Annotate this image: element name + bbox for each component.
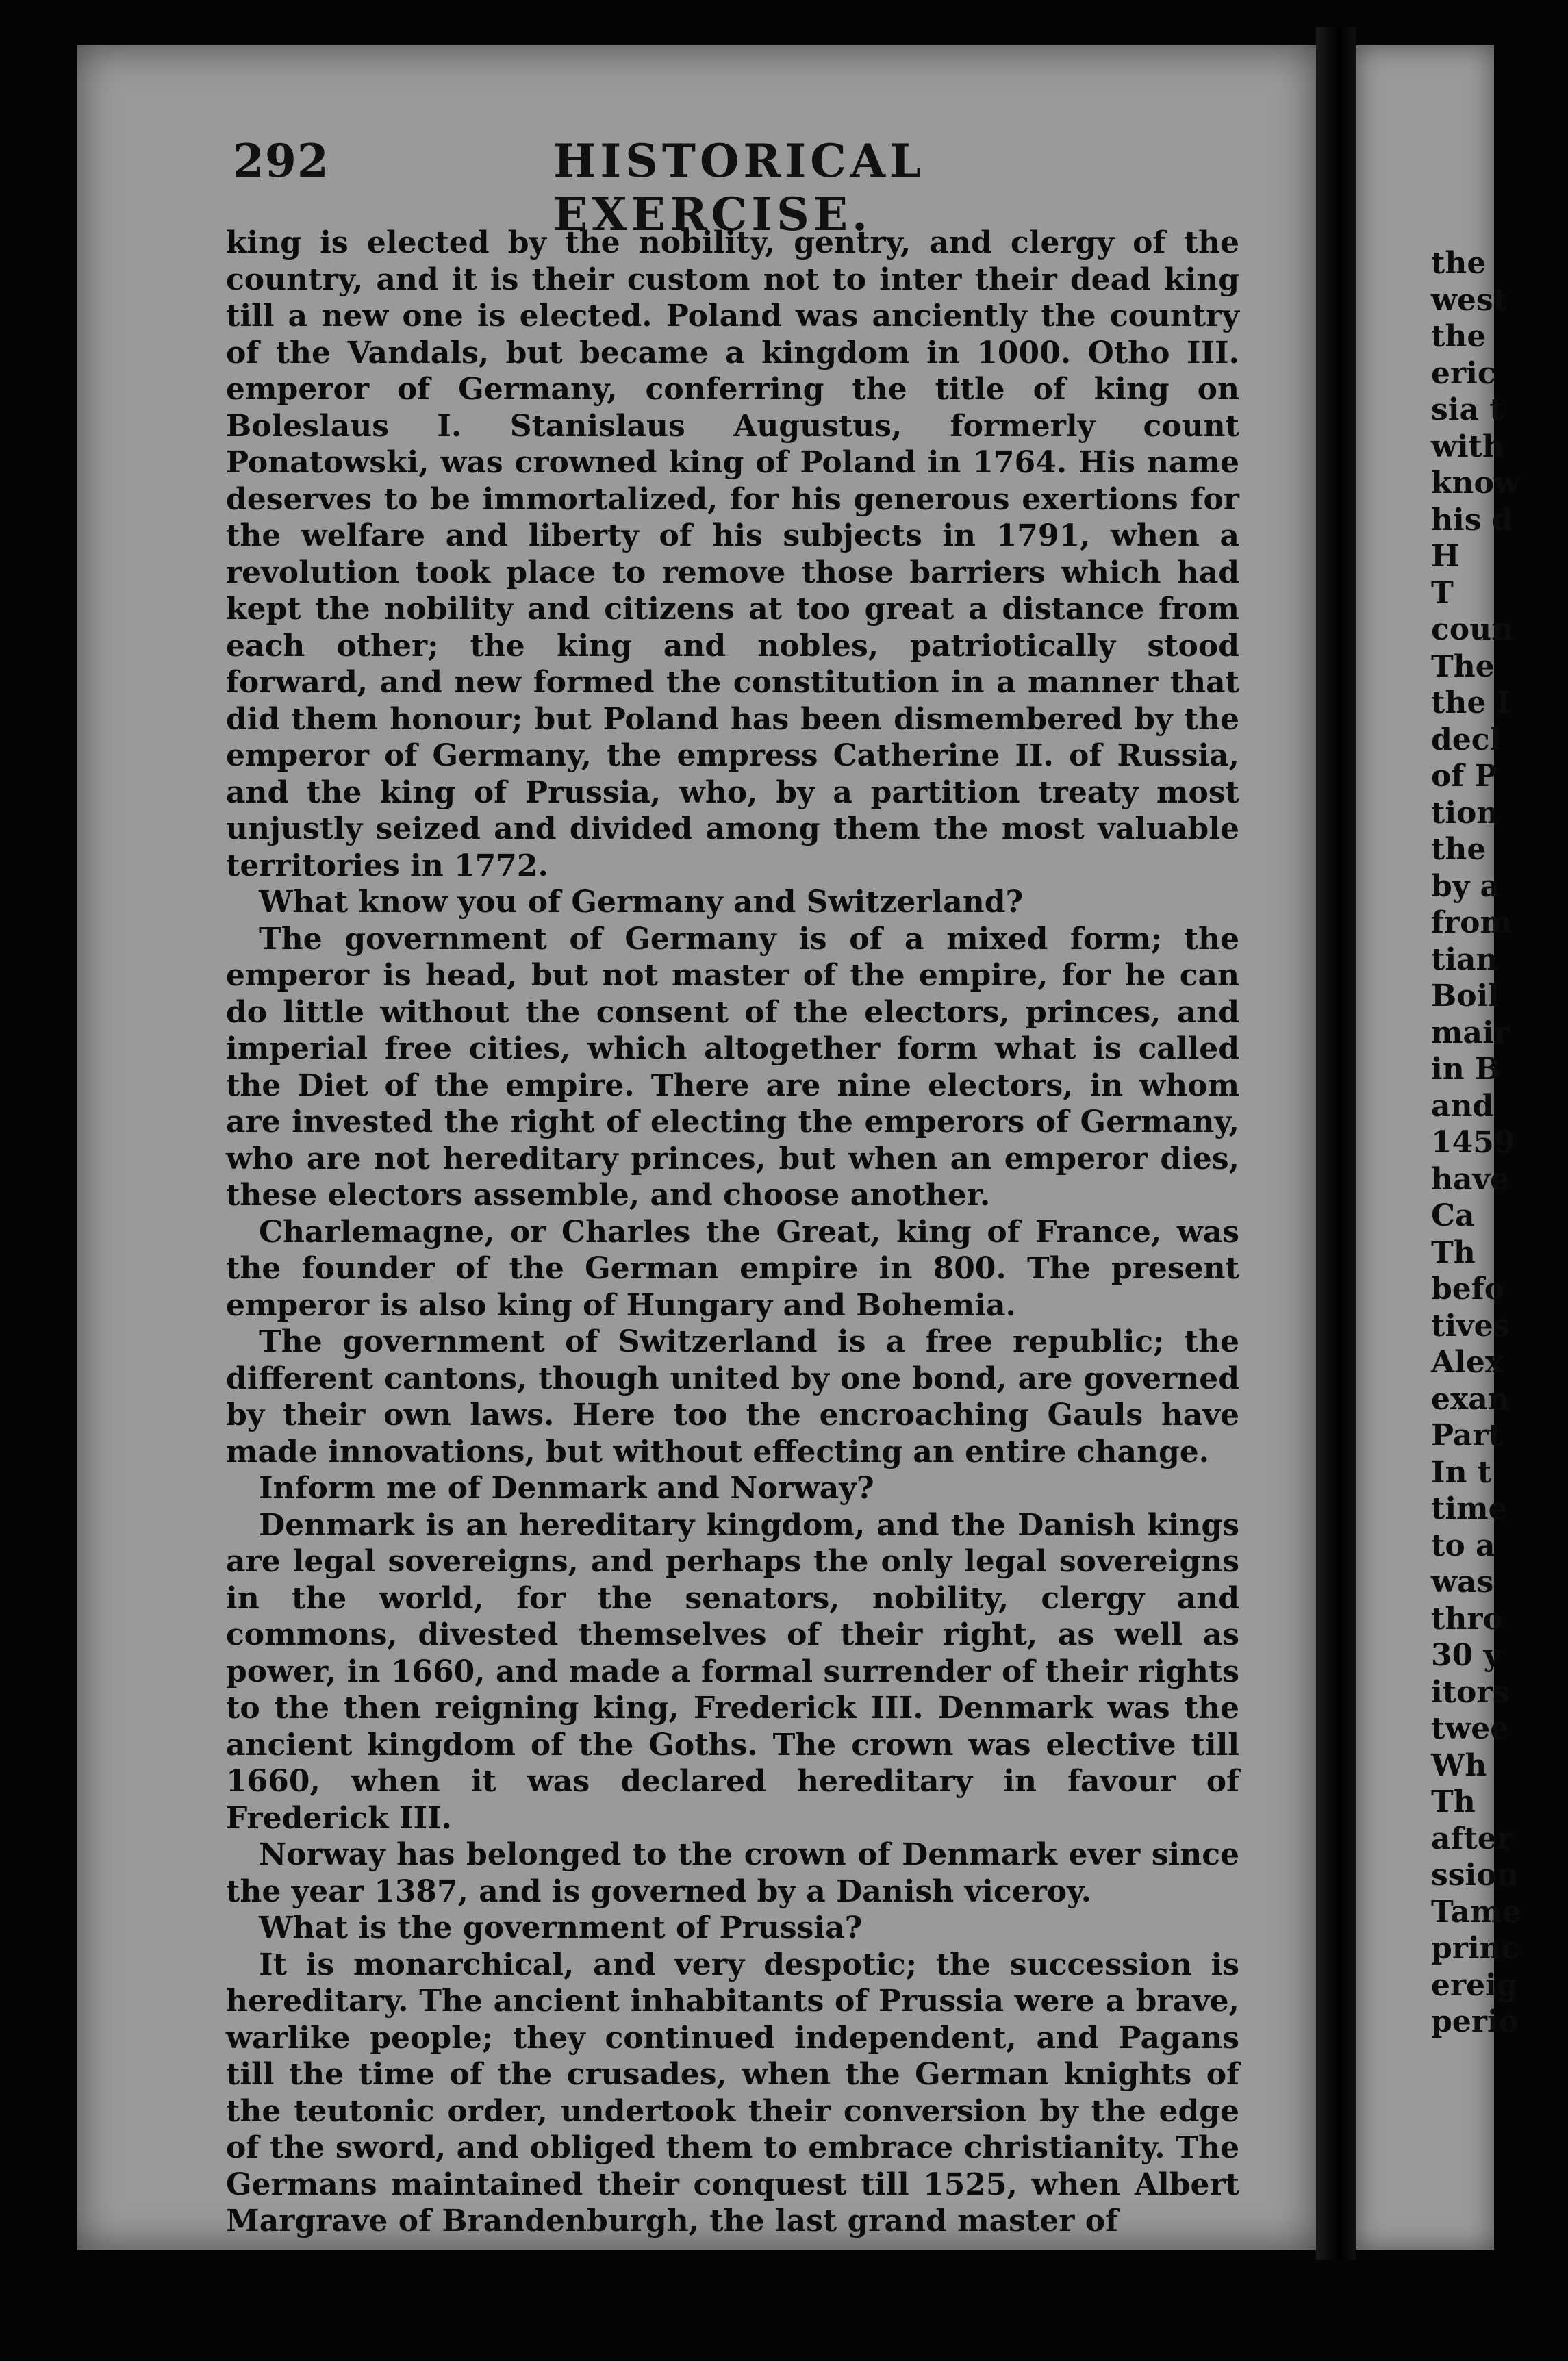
facing-page-line: from bbox=[1431, 905, 1513, 940]
body-text bbox=[226, 225, 1239, 2240]
body-paragraph: It is monarchical, and very despotic; the succession is hereditary. The ancient inhabitants of Prussia were a brave, warlike people; they continued independent, and Pagans till the time of the crusades, when the German knights of the teutonic order, undertook their conversion by the edge of the sword, and obliged them to embrace christianity. The Germans maintained their conquest till 1525, when Albert Margrave of Brandenburgh, the last grand master of bbox=[226, 1947, 1239, 2238]
facing-page-line: west bbox=[1431, 282, 1507, 318]
facing-page-line: time bbox=[1431, 1491, 1508, 1526]
facing-page-line: mair bbox=[1431, 1015, 1510, 1050]
body-paragraph: Charlemagne, or Charles the Great, king of France, was the founder of the German empire in 800. The present emperor is also king of Hungary and Bohemia. bbox=[226, 1214, 1239, 1323]
facing-page-line: after bbox=[1431, 1821, 1513, 1856]
facing-page-line: coun bbox=[1431, 612, 1514, 647]
facing-page-line: decl bbox=[1431, 722, 1502, 757]
facing-page-line: the bbox=[1431, 319, 1487, 354]
facing-page-line: the I bbox=[1431, 685, 1511, 720]
facing-page-line: have bbox=[1431, 1161, 1510, 1197]
facing-page-line: Boil bbox=[1431, 979, 1500, 1013]
facing-page-line: 1459 bbox=[1431, 1125, 1515, 1160]
facing-page-line: by a bbox=[1431, 868, 1500, 904]
facing-page-line: tion bbox=[1431, 795, 1499, 831]
facing-page-line: itors bbox=[1431, 1674, 1510, 1710]
facing-page-line: the bbox=[1431, 832, 1487, 867]
facing-page-line: perio bbox=[1431, 2004, 1519, 2039]
facing-page-line: princ bbox=[1431, 1931, 1520, 1966]
facing-page-line: with bbox=[1431, 429, 1504, 464]
book-gutter bbox=[1316, 27, 1356, 2260]
facing-page-line: Ca bbox=[1431, 1198, 1475, 1233]
body-paragraph: The government of Switzerland is a free republic; the different cantons, though united by one bond, are governed by their own laws. Here too the encroaching Gauls have made innovations, but without effecting an entire change. bbox=[226, 1324, 1239, 1469]
facing-page-line: thro bbox=[1431, 1601, 1503, 1637]
facing-page-line: befo bbox=[1431, 1272, 1505, 1306]
facing-page-line: ereig bbox=[1431, 1967, 1518, 2003]
body-paragraph: Denmark is an hereditary kingdom, and the Danish kings are legal sovereigns, and perhaps the only legal sovereigns in the world, for the senators, nobility, clergy and commons, divested themselves of their right, as well as power, in 1660, and made a formal surrender of their rights to the then reigning king, Frederick III. Denmark was the ancient kingdom of the Goths. The crown was elective till 1660, when it was declared hereditary in favour of Frederick III. bbox=[226, 1507, 1239, 1836]
facing-page-line: and bbox=[1431, 1088, 1494, 1124]
page-header bbox=[156, 134, 1211, 241]
question-paragraph: What know you of Germany and Switzerland? bbox=[259, 885, 1024, 920]
facing-page-line: Wh bbox=[1431, 1747, 1487, 1783]
body-paragraph: king is elected by the nobility, gentry, and clergy of the country, and it is their custom not to inter their dead king till a new one is elected. Poland was anciently the country of the Vandals, but became a kingdom in 1000. Otho III. emperor of Germany, conferring the title of king on Boleslaus I. Stanislaus Augustus, formerly count Ponatowski, was crowned king of Poland in 1764. His name deserves to be immortalized, for his generous exertions for the welfare and liberty of his subjects in 1791, when a revolution took place to remove those barriers which had kept the nobility and citizens at too great a distance from each other; the king and nobles, patriotically stood forward, and new formed the constitution in a manner that did them honour; but Poland has been dismembered by the emperor of Germany, the empress Catherine II. of Russia, and the king of Prussia, who, by a partition treaty most unjustly seized and divided among them the most valuable territories in 1772. bbox=[226, 225, 1239, 883]
facing-page-line: Alex bbox=[1431, 1345, 1504, 1380]
facing-page-line: Part bbox=[1431, 1418, 1502, 1453]
facing-page-line: know bbox=[1431, 466, 1520, 501]
facing-page-line: ssion bbox=[1431, 1858, 1519, 1893]
facing-page-line: his d bbox=[1431, 502, 1513, 538]
facing-page-line: In t bbox=[1431, 1454, 1492, 1490]
facing-page-line: was bbox=[1431, 1565, 1494, 1600]
question-paragraph: What is the government of Prussia? bbox=[259, 1910, 863, 1945]
facing-page-text bbox=[1431, 245, 1568, 2041]
facing-page-line: Th bbox=[1431, 1235, 1476, 1270]
facing-page-line: to a bbox=[1431, 1528, 1495, 1563]
facing-page-line: of P bbox=[1431, 759, 1497, 794]
facing-page-line: T bbox=[1431, 575, 1454, 611]
facing-page-line: 30 y bbox=[1431, 1638, 1502, 1673]
running-head: HISTORICAL EXERCISE. bbox=[553, 134, 926, 241]
facing-page-line: Tame bbox=[1431, 1894, 1521, 1930]
page-number: 292 bbox=[233, 134, 329, 188]
facing-page-line: H bbox=[1431, 539, 1460, 574]
facing-page-line: The bbox=[1431, 648, 1495, 684]
facing-page-line: in B bbox=[1431, 1052, 1501, 1087]
facing-page-line: exan bbox=[1431, 1381, 1510, 1417]
facing-page-line: sia t bbox=[1431, 392, 1504, 427]
facing-page-line: tian bbox=[1431, 942, 1498, 977]
facing-page-line: tives bbox=[1431, 1308, 1510, 1343]
body-paragraph: The government of Germany is of a mixed form; the emperor is head, but not master of the empire, for he can do little without the consent of the electors, princes, and imperial free cities, which altogether form what is called the Diet of the empire. There are nine electors, in whom are invested the right of electing the emperors of Germany, who are not hereditary princes, but when an emperor dies, these electors assemble, and choose another. bbox=[226, 921, 1239, 1213]
facing-page-line: twee bbox=[1431, 1711, 1510, 1746]
question-paragraph: Inform me of Denmark and Norway? bbox=[259, 1471, 874, 1506]
facing-page-line: eric bbox=[1431, 355, 1496, 391]
facing-page-line: Th bbox=[1431, 1784, 1476, 1819]
body-paragraph: Norway has belonged to the crown of Denmark ever since the year 1387, and is governed by a Danish viceroy. bbox=[226, 1837, 1239, 1909]
facing-page-line: the bbox=[1431, 246, 1487, 281]
